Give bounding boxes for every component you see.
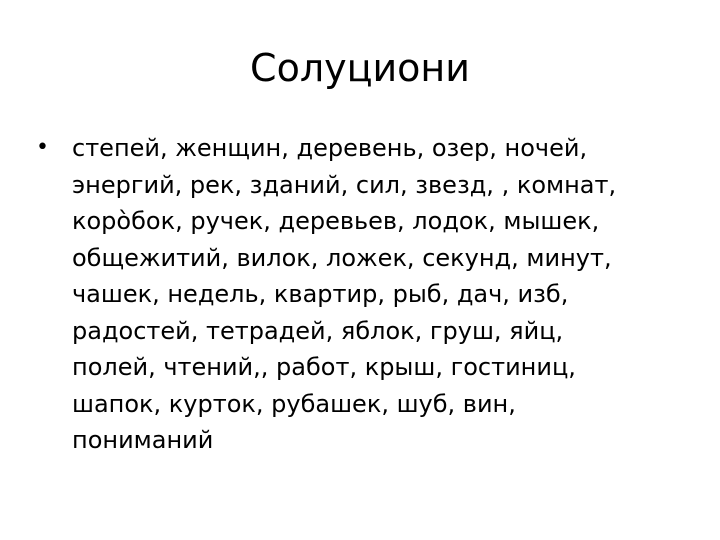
slide-title: Солуциони bbox=[250, 46, 470, 90]
bullet-text-line: чашек, недель, квартир, рыб, дач, изб, bbox=[72, 280, 569, 308]
bullet-item bbox=[36, 130, 676, 459]
bullet-text-line: степей, женщин, деревень, озер, ночей, bbox=[72, 134, 588, 162]
bullet-marker: • bbox=[36, 135, 49, 160]
bullet-text-line: коро̀бок, ручек, деревьев, лодок, мышек, bbox=[72, 207, 600, 235]
bullet-list bbox=[36, 130, 676, 459]
bullet-text-line: общежитий, вилок, ложек, секунд, минут, bbox=[72, 243, 612, 272]
bullet-text-line: радостей, тетрадей, яблок, груш, яйц, bbox=[72, 316, 564, 345]
bullet-text-line: полей, чтений,, работ, крыш, гостиниц, bbox=[72, 353, 576, 381]
bullet-text-line: пониманий bbox=[72, 426, 214, 454]
bullet-text-line: энергий, рек, зданий, сил, звезд, , комнат, bbox=[72, 170, 617, 199]
bullet-text-line: шапок, курток, рубашек, шуб, вин, bbox=[72, 389, 516, 418]
